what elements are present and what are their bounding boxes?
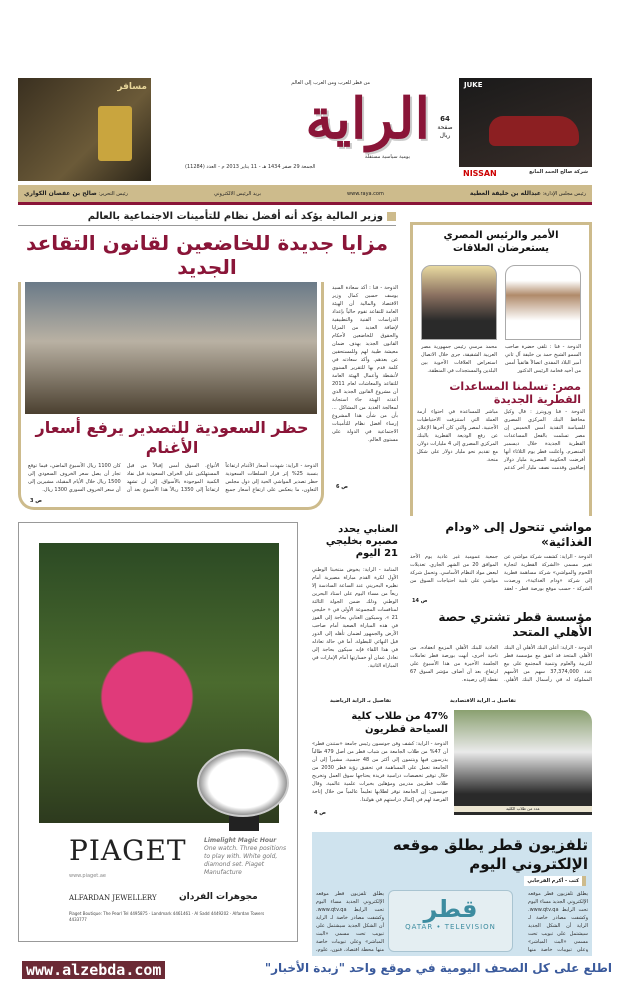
tv-story-box <box>312 832 592 956</box>
tv-headline[interactable]: تلفزيون قطر يطلق موقعه الإلكتروني اليوم <box>392 836 588 873</box>
piaget-url[interactable]: www.piaget.ae <box>69 873 106 879</box>
mawashi-body: الدوحة - الراية: كشفت شركة مواشي عن تغيير مسمى «الشركة القطرية لتجارة اللحوم والمواشي» شركة مساهمة قطرية إلى شركة «ودام الغذائية»، ورصدت الشركة - حسب موقع بورصة قطر - لعقد جمعية عمومية غير عادية يوم الأحد الموافق 20 من الشهر الجاري. تعديلات لبعض مواد النظام الأساسي. وتحمل شركة مواشي على تلبية احتياجات السوق من <box>410 554 592 592</box>
emir-caption-right: الدوحة - قنا : تلقى حضرة صاحب السمو الشيخ حمد بن خليفة آل ثاني أمير البلاد المفدى اتصالاً هاتفياً أمس من أخيه فخامة الرئيس الدكتور <box>505 344 581 374</box>
email-label: بريد الرئيس الالكتروني <box>213 190 262 197</box>
main-kicker: وزير المالية يؤكد أنه أفضل نظام للتأمينات الاجتماعية بالعالم <box>18 210 396 226</box>
website-link[interactable]: www.raya.com <box>347 190 384 197</box>
masthead-tagline: من قطر للعرب ومن العرب إلى العالم <box>291 80 370 86</box>
foundation-more[interactable]: تفاصيل بـ الراية الاقتصادية <box>450 698 516 704</box>
emir-caption-left: محمد مرسي رئيس جمهورية مصر العربية الشقيقة، جرى خلال الاتصال استعراض العلاقات الأخوية بين البلدين والمستجدات في المنطقة. <box>421 344 497 374</box>
students-body: الدوحة - الراية: كشف وفن جونسون رئيس جامعة «ستندن قطر» أن 47% من طلاب الجامعة من شباب قطر من أصل 479 طالباً يدرسون فيها ويتنمون إلى أكثر من 48 جنسية، مشيراً إلى أن الجامعة تعمل على المساهمة في تحقيق رؤية قطر 2030 من خلال توفير تخصصات دراسية فريدة يحتاجها سوق العمل وتخريج طلاب قطريين مدربين ومؤهلين بخبرات علمية عالمية. وقال جونسون: إن الجامعة توفر لطلابها تعليماً عالمياً من خلال إتاحة الفرصة لهم في إكمال دراستهم في هولندا. <box>312 741 448 803</box>
main-page-ref[interactable]: ص 6 <box>336 484 348 490</box>
page-count <box>434 115 456 140</box>
dealer-name: شركة صالح الحمد المانع <box>529 169 588 175</box>
main-headline[interactable]: مزايا جديدة للخاضعين لقانون التقاعد الجديد <box>26 231 388 279</box>
mawashi-headline[interactable]: مواشي تتحول إلى «ودام الغذائية» <box>445 520 592 549</box>
chairman-name: عبدالله بن خليفة العطية <box>469 190 542 197</box>
students-photo-caption: عدد من طلاب الكلية <box>454 806 592 812</box>
nissan-logo: NISSAN <box>463 169 497 178</box>
masthead-info-bar <box>18 185 592 205</box>
emir-story-box <box>410 222 592 406</box>
ad-travel[interactable] <box>18 78 151 181</box>
sheep-headline[interactable]: حظر السعودية للتصدير يرفع أسعار الأغنام <box>35 418 309 457</box>
foundation-body: الدوحة - الراية: أعلن البنك الأهلي أن البنك الأهلي المتحد قد اتفق مع مؤسسة قطر للتربية والعلوم وتنمية المجتمع على بيع عدد 37,374,000 سهم من الأسهم المملوكة له في رأسمال البنك الأهلي. العادية للبنك الأهلي المزمع انعقاده. من ناحية أخرى، أنهت بورصة قطر تعاملات الجلسة الأخيرة من هذا الأسبوع على ارتفاع، بعد أن أضاف مؤشر السوق 67 نقطة إلى رصيده. <box>410 645 592 683</box>
annabi-more[interactable]: تفاصيل بـ الراية الرياضية <box>330 698 392 704</box>
pages-label: صفحة <box>437 124 453 132</box>
qatar-tv-logo-ar: قطر <box>423 895 478 923</box>
ad-model: JUKE <box>464 81 483 89</box>
chairman-label: رئيس مجلس الإدارة: <box>542 191 586 197</box>
watermark-slogan: اطلع على كل الصحف اليومية في موقع واحد "زبدة الأخبار" <box>264 961 612 975</box>
piaget-logo: PIAGET <box>69 834 187 867</box>
jeweller-contact: Piaget Boutique: The Pearl Tel 4495875 · Landmark 4461461 · Al Sadd 4449202 · Alfardan Towers 4433777 <box>69 911 265 922</box>
ad-travel-brand: مسافر <box>117 82 147 92</box>
main-body: الدوحة - قنا : أكد سعادة السيد يوسف حسين كمال وزير الاقتصاد والمالية أن الهيئة العامة للتقاعد تقوم حالياً بإعداد الدراسات الفنية والتطبيقية لإضافة العديد من المزايا والحقوق للخاضعين لأحكام القانون الجديد بهدف ضمان معيشة طيبة لهم وللمستحقين عن بعدهم. وأكد سعادته في كلمة قدم بها للتقرير السنوي لأنشطة وأعمال الهيئة العامة للتقاعد والمعاشات لعام 2011 أن مشروع القانون الجديد الذي أعدته الهيئة جاء استجابة لمعالجة العديد من المشاكل ... بأن من شأن هذا المشروع إرساء أفضل نظام للتأمينات الاجتماعية في الدولة على مستوى العالم. <box>332 285 398 443</box>
piaget-tagline: Limelight Magic Hour <box>204 837 277 844</box>
foundation-headline[interactable]: مؤسسة قطر تشتري حصة الأهلي المتحد <box>438 610 592 639</box>
masthead-logo[interactable] <box>180 80 430 175</box>
watermark-footer <box>0 958 632 986</box>
editor-name: صالح بن عفصان الكواري <box>24 190 97 197</box>
students-page-ref[interactable]: ص 4 <box>314 810 326 816</box>
morsi-portrait <box>421 265 497 340</box>
qatar-tv-logo-en: QATAR • TELEVISION <box>405 923 496 931</box>
watch-image <box>197 749 289 817</box>
price: ريال <box>439 131 451 139</box>
issue-date: الجمعة 29 صفر 1434 هـ - 11 يناير 2013 م - العدد (11284) <box>185 164 316 170</box>
masthead-name: الراية <box>305 86 430 152</box>
masthead-subtitle: يومية سياسية مستقلة <box>364 154 410 160</box>
students-headline[interactable]: 47% من طلاب كلية السياحة قطريون <box>351 711 448 735</box>
watermark-url[interactable]: www.alzebda.com <box>22 961 165 979</box>
suitcase-image <box>98 106 132 161</box>
qatar-tv-logo <box>388 890 513 952</box>
annabi-headline[interactable]: العنابي يحدد مصيره بخليجي 21 اليوم <box>325 524 398 559</box>
tv-body: يطلق تلفزيون قطر موقعه الإلكتروني الجديد مساء اليوم تحت الرابط www.qtv.qa. وكشفت مصادر خاصة لـ الراية أن الشكل الجديد سيشتمل على تبويب تحت مسمى «البث المباشر» وعلى تبويبات خاصة منها <box>528 891 588 952</box>
sheep-market-photo <box>25 282 317 414</box>
students-photo <box>454 710 592 815</box>
car-image <box>489 116 579 146</box>
egypt-headline[interactable]: مصر: تسلمنا المساعدات القطرية الجديدة <box>449 380 581 406</box>
sheep-body: الدوحة - الراية: شهدت أسعار الأغنام ارتفاعاً بنسبة 25% إثر قرار السلطات السعودية حظر تصدير المواشي الحية إلى دول مجلس التعاون، ما ينعكس على ارتفاع أسعار جميع الأنواع. السوق أمس إقبالاً من قبل المستهلكين على الخراف السعودية قبل نفاد الكمية الموجودة بالأسواق. إلى أن تشهد ارتفاعاً إلى 1350 ريالاً هذا الأسبوع بعد أن كان 1100 ريال الأسبوع الماضي، فيما توقع تجار أن يصل سعر الخروف السعودي إلى 1500 ريال خلال الأيام المقبلة، مشيرين إلى أن سعر الخروف السوري 1300 ريال. <box>28 463 318 493</box>
ad-piaget[interactable] <box>18 522 298 942</box>
piaget-desc: One watch. Three positions to play with. White gold, diamond set. Piaget Manufacture <box>204 845 287 876</box>
jeweller-name-ar: مجوهرات الفردان <box>179 892 258 902</box>
tv-body-cont: يطلق تلفزيون قطر موقعه الإلكتروني الجديد مساء اليوم تحت الرابط www.qtv.qa. وكشفت مصادر خاصة لـ الراية أن الشكل الجديد سيشتمل على تبويب تحت مسمى «البث المباشر» وعلى تبويبات خاصة منها محطة اقتصاد، فنون، علوم، <box>316 891 384 952</box>
pages-number: 64 <box>440 115 450 123</box>
emir-headline[interactable]: الأمير والرئيس المصري يستعرضان العلاقات <box>443 230 559 254</box>
editor-label: رئيس التحرير: <box>98 191 128 197</box>
jeweller-name-en: ALFARDAN JEWELLERY <box>69 894 157 902</box>
sheep-page-ref[interactable]: ص 3 <box>30 498 42 504</box>
egypt-body: الدوحة - قنا ورويترز : قال وكيل محافظ البنك المركزي المصري للسياسة النقدية أمس الخميس إن مصر تسلمت بالفعل المساعدات القطرية الجديدة خلال ديسمبر المنصرم. وأعلنت قطر يوم الثلاثاء أنها أقرضت الحكومة المصرية مليار دولار إضافيين وقدمت نصف مليار آخر كدعم مباشر للمساعدة في احتواء أزمة العملة التي استنزفت الاحتياطيات الأجنبية. لمصر والتي كان آخرها الإعلان عن رفع الوديعة القطرية بالبنك المركزي المصري إلى 4 مليارات دولار، مع تقديم نحو مليار دولار على شكل منحة. <box>410 406 592 516</box>
mawashi-page-ref[interactable]: ص 14 <box>412 598 428 604</box>
emir-portrait <box>505 265 581 340</box>
ad-nissan[interactable] <box>459 78 592 181</box>
tv-byline: كتب - أكرم الفرجابي <box>524 876 586 886</box>
annabi-body: المنامة - الراية: يخوض منتخبنا الوطني الأول لكرة القدم مباراة مصيرية أمام نظيره البحريني عند الساعة السادسة إلا ربعاً من مساء اليوم على استاد البحرين الوطني وذلك ضمن الجولة الثالثة لمنافسات المجموعة الأولى في « خليجي 21 ». وسيكون العنابي بحاجة إلى الفوز في هذه المباراة الصعبة أمام صاحب الأرض والجمهور لضمان تأهله إلى الدور قبل النهائي للبطولة. أما في حالة تعادله في هذا اللقاء فإنه سيكون بحاجة إلى تعادل عمان أو خسارتها أمام الإمارات في المباراة الثانية. <box>312 567 398 669</box>
